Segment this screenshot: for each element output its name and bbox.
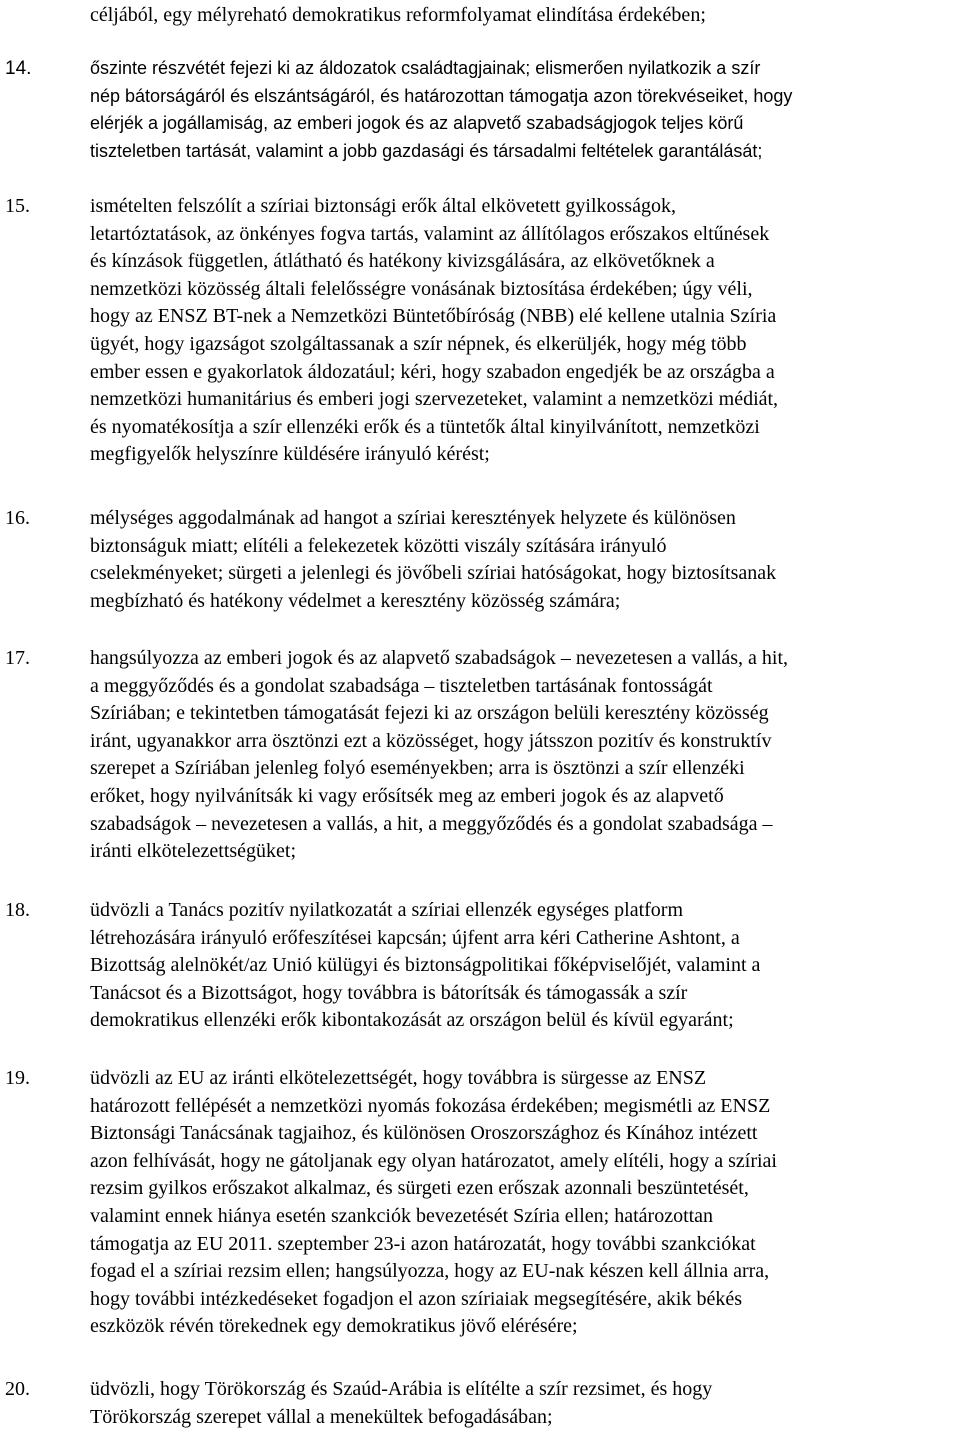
paragraph-number: 19.: [5, 1067, 30, 1089]
paragraph-line: hangsúlyozza az emberi jogok és az alapvető szabadságok – nevezetesen a vallás, a hit,: [90, 647, 789, 669]
paragraph-line: erőket, hogy nyilvánítsák ki vagy erősítsék meg az emberi jogok és az alapvető: [90, 785, 724, 807]
paragraph-line: nép bátorságáról és elszántságáról, és határozottan támogatja azon törekvéseiket, hogy: [90, 85, 793, 106]
paragraph-line: ember essen e gyakorlatok áldozatául; kéri, hogy szabadon engedjék be az országba a: [90, 360, 775, 383]
paragraph-line: Szíriában; e tekintetben támogatását fejezi ki az országon belüli keresztény közösség: [90, 702, 769, 725]
paragraph-line: üdvözli a Tanács pozitív nyilatkozatát a szíriai ellenzék egységes platform: [90, 899, 684, 921]
paragraph-line: iránt, ugyanakkor arra ösztönzi ezt a közösséget, hogy játsszon pozitív és konstruktív: [90, 729, 772, 752]
paragraph-line: hogy további intézkedéseket fogadjon el azon szíriaiak megsegítésére, akik békés: [90, 1287, 742, 1310]
continuation-line: céljából, egy mélyreható demokratikus reformfolyamat elindítása érdekében;: [90, 4, 706, 26]
paragraph-line: szabadságok – nevezetesen a vallás, a hit, a meggyőződés és a gondolat szabadsága –: [90, 812, 773, 835]
paragraph-line: biztonságuk miatt; elítéli a felekezetek közötti viszály szítására irányuló: [90, 534, 667, 557]
paragraph-line: szerepet a Szíriában jelenleg folyó eseményekben; arra is ösztönzi a szír ellenzéki: [90, 757, 745, 780]
paragraph-line: megfigyelők helyszínre küldésére irányuló kérést;: [90, 443, 490, 466]
paragraph-line: elérjék a jogállamiság, az emberi jogok és az alapvető szabadságjogok teljes körű: [90, 113, 744, 134]
paragraph-line: letartóztatások, az önkényes fogva tartás, valamint az állítólagos erőszakos eltűnések: [90, 222, 770, 245]
paragraph-line: nemzetközi közösség általi felelősségre vonásának biztosítása érdekében; úgy véli,: [90, 277, 753, 300]
paragraph-line: fogad el a szíriai rezsim ellen; hangsúlyozza, hogy az EU-nak készen kell állnia arra,: [90, 1260, 770, 1283]
paragraph-line: cselekményeket; sürgeti a jelenlegi és jövőbeli szíriai hatóságokat, hogy biztosítsanak: [90, 562, 777, 585]
paragraph-line: ügyét, hogy igazságot szolgáltassanak a szír népnek, és elkerüljék, hogy még több: [90, 333, 747, 355]
paragraph-line: Bizottság alelnökét/az Unió külügyi és biztonságpolitikai főképviselőjét, valamint a: [90, 954, 761, 977]
paragraph-line: Biztonsági Tanácsának tagjaihoz, és különösen Oroszországhoz és Kínához intézett: [90, 1122, 758, 1145]
paragraph-line: rezsim gyilkos erőszakot alkalmaz, és sürgeti ezen erőszak azonnali beszüntetését,: [90, 1177, 749, 1200]
paragraph-line: mélységes aggodalmának ad hangot a szíriai keresztények helyzete és különösen: [90, 507, 736, 529]
paragraph-line: Törökország szerepet vállal a menekültek befogadásában;: [90, 1405, 553, 1428]
paragraph-line: a meggyőződés és a gondolat szabadsága – tiszteletben tartásának fontosságát: [90, 674, 713, 697]
paragraph-line: Tanácsot és a Bizottságot, hogy továbbra is bátorítsák és támogassák a szír: [90, 981, 688, 1004]
paragraph-line: azon felhívását, hogy ne gátoljanak egy olyan határozatot, amely elítéli, hogy a szíriai: [90, 1149, 777, 1172]
paragraph-number: 17.: [5, 647, 30, 669]
paragraph-number: 18.: [5, 899, 30, 921]
paragraph-line: hogy az ENSZ BT-nek a Nemzetközi Büntetőbíróság (NBB) elé kellene utalnia Szíria: [90, 305, 777, 328]
paragraph-line: ismételten felszólít a szíriai biztonsági erők által elkövetett gyilkosságok,: [90, 195, 676, 217]
paragraph-line: és nyomatékosítja a szír ellenzéki erők és a tüntetők által kinyilvánított, nemzetközi: [90, 415, 760, 438]
paragraph-line: létrehozására irányuló erőfeszítései kapcsán; újfent arra kéri Catherine Ashtont, a: [90, 926, 740, 949]
paragraph-line: támogatja az EU 2011. szeptember 23-i azon határozatát, hogy további szankciókat: [90, 1232, 756, 1255]
paragraph-number: 14.: [5, 58, 32, 79]
paragraph-number: 16.: [5, 507, 30, 529]
paragraph-line: valamint ennek hiánya esetén szankciók bevezetését Szíria ellen; határozottan: [90, 1205, 714, 1227]
paragraph-line: és kínzások független, átlátható és hatékony kivizsgálására, az elkövetőknek a: [90, 250, 715, 273]
paragraph-line: határozott fellépését a nemzetközi nyomás fokozása érdekében; megismétli az ENSZ: [90, 1094, 771, 1117]
paragraph-line: eszközök révén törekednek egy demokratikus jövő elérésére;: [90, 1315, 578, 1338]
paragraph-line: nemzetközi humanitárius és emberi jogi szervezeteket, valamint a nemzetközi médiát,: [90, 388, 779, 411]
paragraph-line: tiszteletben tartását, valamint a jobb gazdasági és társadalmi feltételek garantálását;: [90, 140, 763, 161]
paragraph-line: megbízható és hatékony védelmet a keresztény közösség számára;: [90, 589, 621, 612]
paragraph-line: demokratikus ellenzéki erők kibontakozását az országon belül és kívül egyaránt;: [90, 1009, 734, 1032]
paragraph-number: 20.: [5, 1378, 30, 1400]
paragraph-line: üdvözli az EU az iránti elkötelezettségét, hogy továbbra is sürgesse az ENSZ: [90, 1067, 707, 1089]
paragraph-line: iránti elkötelezettségüket;: [90, 840, 297, 863]
paragraph-line: őszinte részvétét fejezi ki az áldozatok családtagjainak; elismerően nyilatkozik a szír: [90, 58, 761, 78]
paragraph-line: üdvözli, hogy Törökország és Szaúd-Arábia is elítélte a szír rezsimet, és hogy: [90, 1378, 713, 1400]
paragraph-number: 15.: [5, 195, 30, 217]
